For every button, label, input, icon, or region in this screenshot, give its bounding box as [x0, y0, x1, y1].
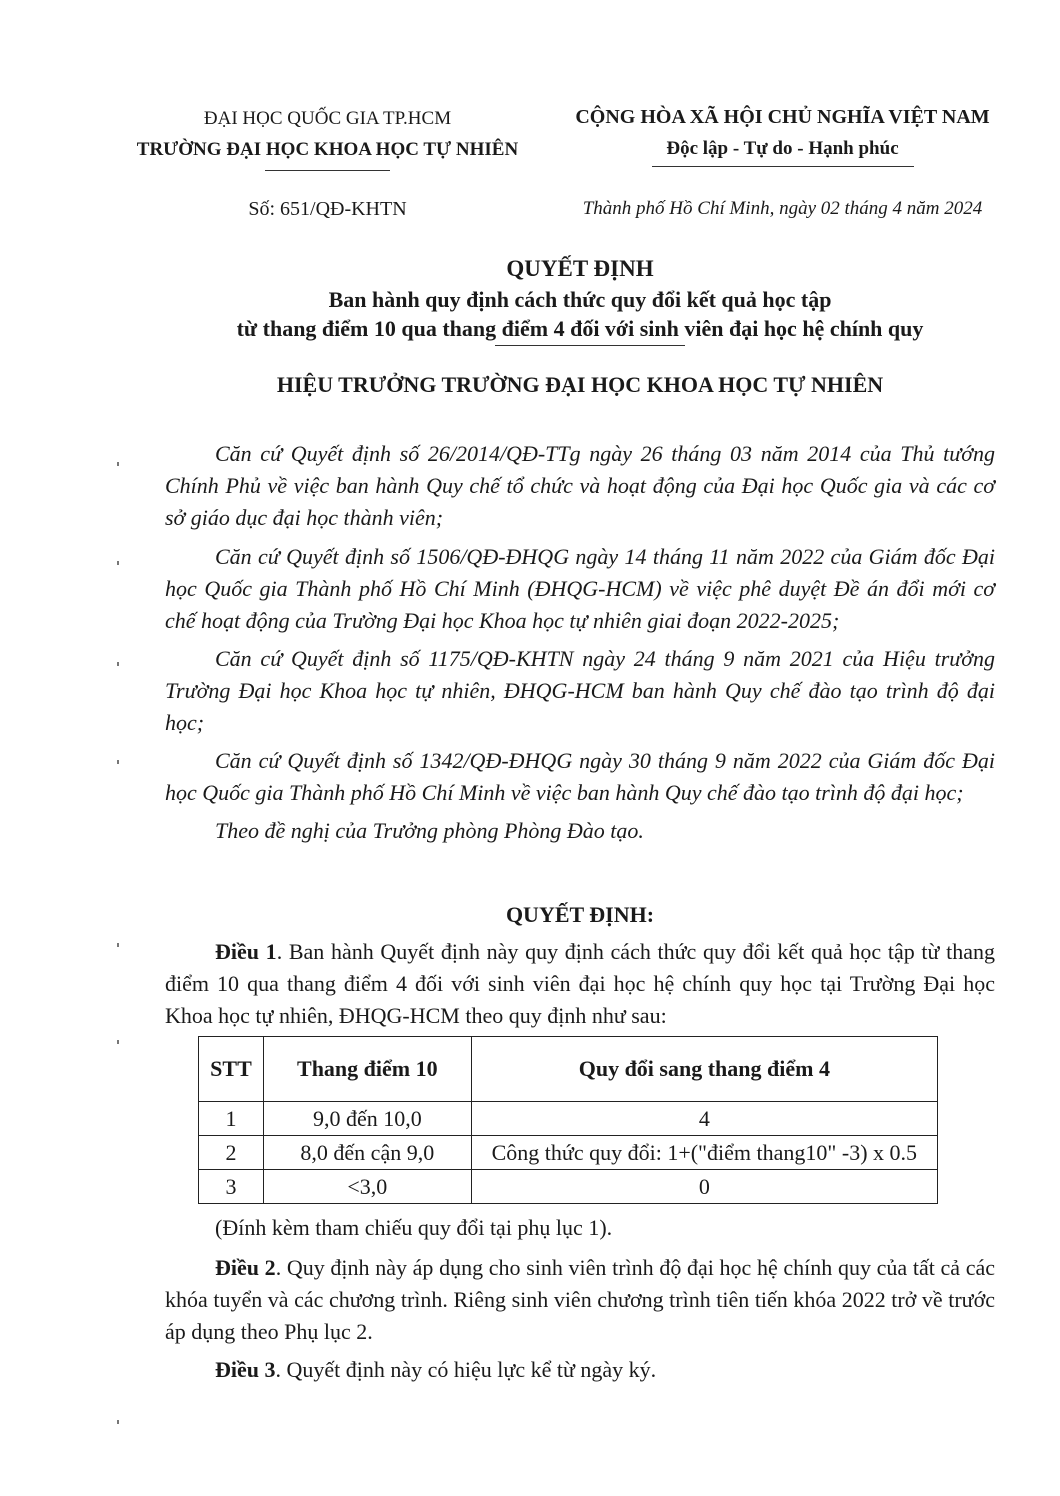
nation-title: CỘNG HÒA XÃ HỘI CHỦ NGHĨA VIỆT NAM — [575, 106, 990, 128]
basis-paragraph-4: Căn cứ Quyết định số 1342/QĐ-ĐHQG ngày 30 tháng 9 năm 2022 của Giám đốc Đại học Quốc gia Thành phố Hồ Chí Minh về việc ban hành Quy chế đào tạo trình độ đại học; — [165, 748, 995, 805]
decision-heading: QUYẾT ĐỊNH: — [505, 902, 655, 927]
title-underline — [495, 345, 685, 346]
school-name: TRƯỜNG ĐẠI HỌC KHOA HỌC TỰ NHIÊN — [136, 139, 519, 160]
article-3 — [165, 1354, 995, 1386]
scan-mark — [117, 943, 119, 947]
article-3-text: . Quyết định này có hiệu lực kể từ ngày ký. — [275, 1357, 657, 1382]
cell-scale-10: <3,0 — [263, 1170, 471, 1204]
article-1-text: . Ban hành Quyết định này quy định cách thức quy đổi kết quả học tập từ thang điểm 10 qua thang điểm 4 đối với sinh viên đại học hệ chính quy học tại Trường Đại học Khoa học tự nhiên, ĐHQG-HCM theo quy định như sau: — [165, 939, 995, 1028]
annex-note: (Đính kèm tham chiếu quy đổi tại phụ lục 1). — [215, 1215, 613, 1240]
article-1 — [165, 936, 995, 1032]
cell-scale-4: 0 — [471, 1170, 937, 1204]
scan-mark — [117, 1420, 119, 1424]
table-row — [199, 1170, 938, 1204]
scan-mark — [117, 462, 119, 466]
decision-subtitle-line1: Ban hành quy định cách thức quy đổi kết quả học tập — [328, 287, 832, 312]
authority-heading: HIỆU TRƯỞNG TRƯỜNG ĐẠI HỌC KHOA HỌC TỰ NHIÊN — [276, 372, 884, 397]
article-2-label: Điều 2 — [215, 1255, 276, 1280]
table-row — [199, 1136, 938, 1170]
article-3-label: Điều 3 — [215, 1357, 276, 1382]
cell-stt: 1 — [199, 1102, 264, 1136]
basis-paragraph-3: Căn cứ Quyết định số 1175/QĐ-KHTN ngày 24 tháng 9 năm 2021 của Hiệu trưởng Trường Đại học Khoa học tự nhiên, ĐHQG-HCM ban hành Quy chế đào tạo trình độ đại học; — [165, 646, 995, 735]
university-name: ĐẠI HỌC QUỐC GIA TP.HCM — [203, 108, 452, 129]
scan-mark — [117, 561, 119, 565]
cell-scale-10: 8,0 đến cận 9,0 — [263, 1136, 471, 1170]
cell-scale-4: Công thức quy đổi: 1+("điểm thang10" -3) x 0.5 — [471, 1136, 937, 1170]
cell-scale-4: 4 — [471, 1102, 937, 1136]
motto: Độc lập - Tự do - Hạnh phúc — [666, 138, 899, 159]
article-2 — [165, 1252, 995, 1348]
header-scale-4: Quy đổi sang thang điểm 4 — [471, 1037, 937, 1102]
cell-stt: 2 — [199, 1136, 264, 1170]
table-header-row — [199, 1037, 938, 1102]
table-row — [199, 1102, 938, 1136]
article-2-text: . Quy định này áp dụng cho sinh viên trình độ đại học hệ chính quy của tất cả các khóa tuyển và các chương trình. Riêng sinh viên chương trình tiên tiến khóa 2022 trở về trước áp dụng theo Phụ lục 2. — [165, 1255, 996, 1344]
scan-mark — [117, 760, 119, 764]
motto-underline — [652, 166, 914, 167]
school-underline — [265, 170, 390, 171]
grade-conversion-table — [198, 1036, 938, 1204]
header-scale-10: Thang điểm 10 — [263, 1037, 471, 1102]
scan-mark — [117, 662, 119, 666]
basis-paragraph-1: Căn cứ Quyết định số 26/2014/QĐ-TTg ngày 26 tháng 03 năm 2014 của Thủ tướng Chính Phủ về việc ban hành Quy chế tổ chức và hoạt động của Đại học Quốc gia và các cơ sở giáo dục đại học thành viên; — [165, 441, 995, 530]
cell-scale-10: 9,0 đến 10,0 — [263, 1102, 471, 1136]
scan-mark — [117, 1040, 119, 1044]
basis-paragraph-2: Căn cứ Quyết định số 1506/QĐ-ĐHQG ngày 14 tháng 11 năm 2022 của Giám đốc Đại học Quốc gia Thành phố Hồ Chí Minh (ĐHQG-HCM) về việc phê duyệt Đề án đổi mới cơ chế hoạt động của Trường Đại học Khoa học tự nhiên giai đoạn 2022-2025; — [165, 544, 995, 633]
decision-title: QUYẾT ĐỊNH — [506, 256, 654, 281]
decision-subtitle-line2: từ thang điểm 10 qua thang điểm 4 đối với sinh viên đại học hệ chính quy — [236, 316, 924, 341]
header-stt: STT — [199, 1037, 264, 1102]
basis-paragraph-5: Theo đề nghị của Trưởng phòng Phòng Đào tạo. — [215, 818, 644, 843]
document-number: Số: 651/QĐ-KHTN — [248, 198, 407, 220]
place-date: Thành phố Hồ Chí Minh, ngày 02 tháng 4 năm 2024 — [582, 198, 983, 219]
article-1-label: Điều 1 — [215, 939, 277, 964]
cell-stt: 3 — [199, 1170, 264, 1204]
